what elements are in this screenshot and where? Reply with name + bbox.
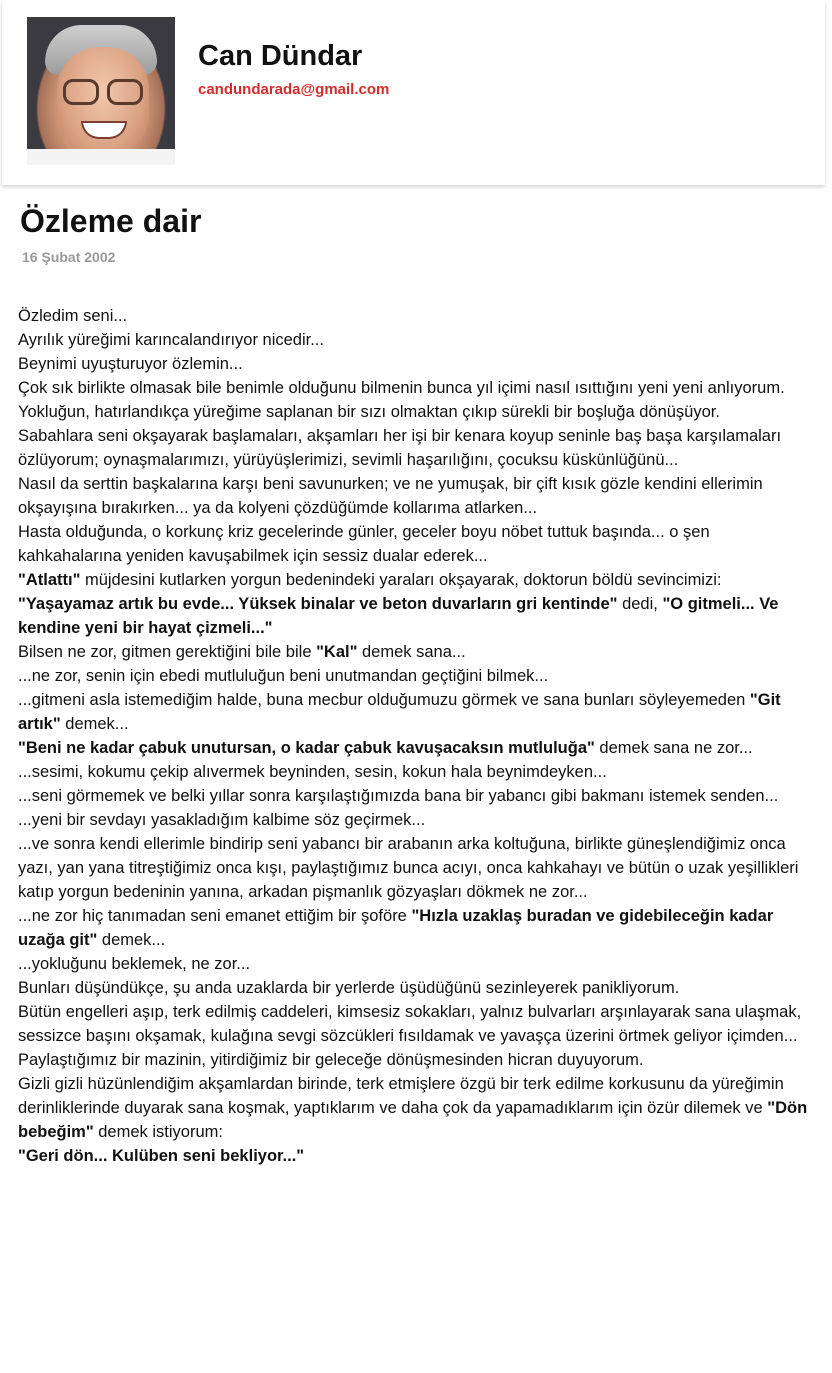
article-paragraph xyxy=(18,328,808,352)
paragraph-text: demek sana ne zor... xyxy=(594,739,753,757)
article-paragraph xyxy=(18,832,808,904)
paragraph-text: Paylaştığımız bir mazinin, yitirdiğimiz bir geleceğe dönüşmesinden hicran duyuyorum. xyxy=(18,1051,644,1069)
paragraph-text: demek sana... xyxy=(357,643,466,661)
paragraph-text: Sabahlara seni okşayarak başlamaları, akşamları her işi bir kenara koyup seninle baş başa karşılamaları özlüyorum; oynaşmalarımızı, yürüyüşlerimizi, sevimli haşarılığını, çocuksu küskünlüğünü... xyxy=(18,427,782,469)
quote-text: "Yaşayamaz artık bu evde... Yüksek binalar ve beton duvarların gri kentinde" xyxy=(18,595,618,613)
paragraph-text: Gizli gizli hüzünlendiğim akşamlardan birinde, terk etmişlere özgü bir terk edilme korkusunu da yüreğimin derinliklerinde duyarak sana koşmak, yaptıklarım ve daha çok da yapamadıklarım için özür dilemek ve xyxy=(18,1075,784,1117)
article-title: Özleme dair xyxy=(20,203,202,239)
paragraph-text: Bilsen ne zor, gitmen gerektiğini bile bile xyxy=(18,643,317,661)
article-paragraph xyxy=(18,352,808,376)
article-paragraph xyxy=(18,400,808,424)
paragraph-text: ...gitmeni asla istemediğim halde, buna mecbur olduğumuzu görmek ve sana bunları söyleyemeden xyxy=(18,691,750,709)
article-paragraph xyxy=(18,520,808,568)
author-avatar xyxy=(27,17,175,165)
article-paragraph xyxy=(18,976,808,1000)
quote-text: "Hızla uzaklaş buradan ve gidebileceğin kadar uzağa git" xyxy=(18,907,774,949)
paragraph-text: ...sesimi, kokumu çekip alıvermek beyninden, sesin, kokun hala beynimdeyken... xyxy=(18,763,607,781)
paragraph-text: Beynimi uyuşturuyor özlemin... xyxy=(18,355,243,373)
paragraph-text: müjdesini kutlarken yorgun bedenindeki yaraları okşayarak, doktorun böldü sevincimizi: xyxy=(80,571,722,589)
paragraph-text: ...yeni bir sevdayı yasakladığım kalbime söz geçirmek... xyxy=(18,811,426,829)
paragraph-text: ...ve sonra kendi ellerimle bindirip seni yabancı bir arabanın arka koltuğuna, birlikte güneşlendiğimiz onca yazı, yan yana titreştiğimiz onca kışı, paylaştığımız bunca acıyı, onca kahkahayı ve bütün o uzak yeşillikleri katıp yorgun bedeninin yanına, arkadan pişmanlık gözyaşları dökmek ne zor... xyxy=(18,835,799,901)
article-paragraph xyxy=(18,424,808,472)
paragraph-text: ...seni görmemek ve belki yıllar sonra karşılaştığımızda bana bir yabancı gibi bakmanı istemek senden... xyxy=(18,787,779,805)
paragraph-text: Özledim seni... xyxy=(18,307,128,325)
article-paragraph xyxy=(18,592,808,640)
article-paragraph xyxy=(18,784,808,808)
paragraph-text: Nasıl da serttin başkalarına karşı beni savunurken; ve ne yumuşak, bir çift kısık gözle kendini ellerimin okşayışına bırakırken... ya da kolyeni çözdüğümde kollarıma atlarken... xyxy=(18,475,763,517)
article-paragraph xyxy=(18,808,808,832)
paragraph-text: ...yokluğunu beklemek, ne zor... xyxy=(18,955,251,973)
article-paragraph xyxy=(18,1072,808,1144)
article-paragraph xyxy=(18,1144,808,1168)
quote-text: "Git artık" xyxy=(18,691,781,733)
author-name: Can Dündar xyxy=(198,40,363,72)
quote-text: "Beni ne kadar çabuk unutursan, o kadar çabuk kavuşacaksın mutluluğa" xyxy=(18,739,595,757)
article-paragraph xyxy=(18,640,808,664)
article-paragraph xyxy=(18,664,808,688)
article-paragraph xyxy=(18,376,808,400)
article-paragraph xyxy=(18,304,808,328)
paragraph-text: Bütün engelleri aşıp, terk edilmiş caddeleri, kimsesiz sokakları, yalnız bulvarları arşınlayarak sana ulaşmak, sessizce başını okşamak, kulağına sevgi sözcükleri fısıldamak ve yavaşça üzerini örtmek geliyor içimden... xyxy=(18,1003,802,1045)
paragraph-text: demek istiyorum: xyxy=(93,1123,223,1141)
paragraph-text: dedi, xyxy=(617,595,663,613)
paragraph-text: Ayrılık yüreğimi karıncalandırıyor nicedir... xyxy=(18,331,324,349)
paragraph-text: ...ne zor hiç tanımadan seni emanet ettiğim bir şoföre xyxy=(18,907,412,925)
article-paragraph xyxy=(18,472,808,520)
paragraph-text: ...ne zor, senin için ebedi mutluluğun beni unutmandan geçtiğini bilmek... xyxy=(18,667,549,685)
quote-text: "O gitmeli... Ve kendine yeni bir hayat çizmeli..." xyxy=(18,595,779,637)
article-paragraph xyxy=(18,736,808,760)
quote-text: "Dön bebeğim" xyxy=(18,1099,808,1141)
article-paragraph xyxy=(18,688,808,736)
paragraph-text: Yokluğun, hatırlandıkça yüreğime saplanan bir sızı olmaktan çıkıp sürekli bir boşluğa dönüşüyor. xyxy=(18,403,720,421)
author-email-link[interactable]: candundarada@gmail.com xyxy=(198,81,390,98)
article-paragraph xyxy=(18,952,808,976)
article-body xyxy=(18,304,808,1168)
paragraph-text: Bunları düşündükçe, şu anda uzaklarda bir yerlerde üşüdüğünü sezinleyerek panikliyorum. xyxy=(18,979,680,997)
author-header xyxy=(2,0,825,185)
article-paragraph xyxy=(18,760,808,784)
paragraph-text: demek... xyxy=(60,715,129,733)
article-date: 16 Şubat 2002 xyxy=(22,249,116,265)
quote-text: "Atlattı" xyxy=(18,571,81,589)
article-paragraph xyxy=(18,568,808,592)
quote-text: "Kal" xyxy=(316,643,358,661)
paragraph-text: Hasta olduğunda, o korkunç kriz gecelerinde günler, geceler boyu nöbet tuttuk başında... o şen kahkahalarına yeniden kavuşabilmek için sessiz dualar ederek... xyxy=(18,523,710,565)
article-paragraph xyxy=(18,1000,808,1048)
paragraph-text: Çok sık birlikte olmasak bile benimle olduğunu bilmenin bunca yıl içimi nasıl ısıttığını yeni yeni anlıyorum. xyxy=(18,379,785,397)
article-paragraph xyxy=(18,904,808,952)
article-paragraph xyxy=(18,1048,808,1072)
quote-text: "Geri dön... Kulüben seni bekliyor..." xyxy=(18,1147,305,1165)
paragraph-text: demek... xyxy=(97,931,166,949)
